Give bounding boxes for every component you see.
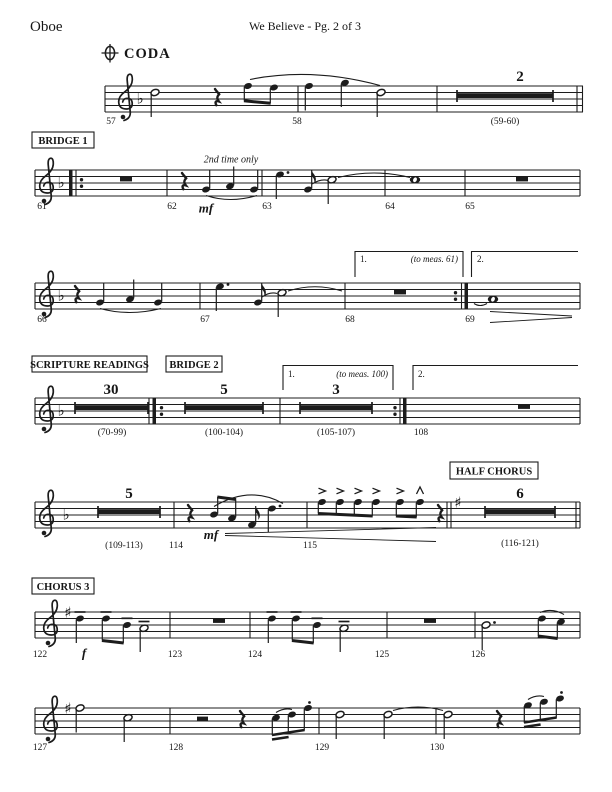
measure-number: 58 — [292, 117, 302, 127]
half-note — [75, 704, 85, 733]
half-note — [383, 710, 393, 739]
section-label-bridge-2: BRIDGE 2 — [169, 360, 219, 371]
system-7 — [33, 691, 580, 753]
quarter-rest-icon — [215, 89, 219, 105]
measure-number: 67 — [200, 315, 210, 325]
slur — [250, 74, 380, 85]
multimeasure-rest — [457, 90, 553, 102]
whole-note — [410, 176, 420, 183]
crescendo-hairpin — [225, 528, 436, 542]
first-ending-label: 1. — [288, 369, 295, 379]
quarter-rest-icon — [182, 173, 186, 189]
tie — [474, 304, 487, 306]
quarter-note — [201, 170, 210, 194]
system-4 — [30, 356, 580, 438]
second-ending-label: 2. — [477, 254, 484, 264]
multirest-range: (116-121) — [501, 539, 539, 549]
whole-rest — [516, 177, 528, 182]
measure-number: 123 — [167, 650, 183, 660]
multirest-range: (109-113) — [105, 541, 143, 551]
quarter-rest-icon — [240, 711, 244, 727]
measure-number: 66 — [37, 315, 47, 325]
treble-clef-icon — [44, 600, 58, 646]
section-label-bridge-1: BRIDGE 1 — [38, 136, 88, 147]
multirest-count: 3 — [332, 382, 340, 398]
measure-number: 125 — [374, 650, 390, 660]
tie — [288, 287, 342, 291]
multirest-range: (105-107) — [317, 428, 355, 438]
key-flat-icon: ♭ — [57, 286, 65, 305]
key-flat-icon: ♭ — [62, 505, 70, 524]
eighth-note-pair — [209, 497, 236, 522]
second-ending-label: 2. — [418, 369, 425, 379]
measure-number: 130 — [429, 743, 445, 753]
eighth-note — [303, 170, 316, 193]
quarter-rest-icon — [497, 711, 501, 727]
multimeasure-rest — [75, 402, 148, 414]
measure-number: 65 — [465, 202, 475, 212]
treble-clef-icon — [40, 386, 54, 432]
treble-clef-icon — [44, 696, 58, 742]
measure-number: 61 — [37, 202, 47, 212]
dynamic-f: f — [81, 645, 87, 661]
multimeasure-rest — [300, 402, 372, 414]
system-1 — [105, 69, 583, 127]
multirest-range: (59-60) — [490, 117, 520, 127]
half-note — [443, 710, 453, 739]
multirest-range: (100-104) — [205, 428, 243, 438]
half-note — [139, 622, 150, 653]
dynamic-mf: mf — [203, 527, 219, 542]
measure-number: 127 — [32, 743, 48, 753]
whole-rest — [120, 177, 132, 182]
quarter-note — [153, 283, 162, 307]
dynamic-mf: mf — [198, 200, 214, 216]
eighth-note — [247, 506, 260, 529]
section-label-chorus-3: CHORUS 3 — [36, 582, 90, 593]
quarter-rest-icon — [75, 286, 79, 302]
half-note — [339, 622, 350, 653]
measure-number: 62 — [167, 202, 177, 212]
eighth-note — [253, 283, 266, 306]
first-ending-note: (to meas. 61) — [410, 254, 458, 264]
measure-number: 124 — [247, 650, 263, 660]
whole-rest — [424, 618, 436, 623]
half-note — [376, 88, 386, 117]
quarter-rest-icon — [188, 505, 192, 521]
multirest-range: (70-99) — [97, 428, 127, 438]
measure-number: 126 — [470, 650, 486, 660]
whole-rest — [213, 618, 225, 623]
key-flat-icon: ♭ — [136, 89, 144, 108]
multirest-count: 6 — [516, 486, 524, 502]
staff-lines — [35, 398, 580, 424]
first-ending-label: 1. — [360, 254, 367, 264]
eighth-note-pair — [537, 610, 565, 638]
multirest-count: 30 — [103, 382, 119, 398]
sixteenth-note-group — [523, 691, 564, 727]
measure-number: 63 — [262, 202, 272, 212]
system-2 — [32, 132, 580, 216]
first-ending-note: (to meas. 100) — [336, 369, 388, 379]
quarter-rest-icon — [438, 505, 442, 521]
key-sharp-icon: ♯ — [64, 603, 72, 622]
measure-number: 69 — [465, 315, 475, 325]
direction-second-time-only: 2nd time only — [203, 154, 259, 166]
treble-clef-icon — [119, 74, 133, 120]
system-3 — [35, 252, 580, 326]
quarter-note — [95, 283, 104, 307]
multimeasure-rest — [185, 402, 263, 414]
quarter-note — [249, 170, 258, 194]
key-sharp-icon: ♯ — [64, 699, 72, 718]
treble-clef-icon — [40, 271, 54, 317]
measure-number: 129 — [314, 743, 330, 753]
key-flat-icon: ♭ — [57, 401, 65, 420]
half-note — [150, 88, 160, 117]
section-label-half-chorus: HALF CHORUS — [455, 466, 533, 478]
multirest-count: 5 — [125, 486, 133, 502]
treble-clef-icon — [40, 158, 54, 204]
coda-label: CODA — [124, 46, 171, 62]
coda-sign-icon — [102, 44, 119, 63]
system-5 — [35, 462, 580, 551]
half-rest — [197, 717, 208, 722]
measure-number: 68 — [345, 315, 355, 325]
second-ending-bracket — [472, 252, 579, 278]
key-sharp-icon: ♯ — [454, 493, 462, 512]
whole-rest — [394, 290, 406, 295]
measure-number: 64 — [385, 202, 395, 212]
system-6 — [32, 578, 580, 661]
decrescendo-hairpin — [490, 312, 572, 323]
staff-lines — [105, 86, 583, 112]
instrument-name: Oboe — [30, 19, 63, 35]
measure-number: 115 — [303, 541, 317, 551]
whole-rest — [518, 404, 530, 409]
key-flat-icon: ♭ — [57, 173, 65, 192]
multirest-count: 2 — [516, 69, 524, 85]
measure-number: 57 — [106, 117, 116, 127]
measure-number: 128 — [168, 743, 184, 753]
measure-number: 114 — [169, 541, 183, 551]
dotted-quarter-note — [275, 171, 289, 199]
section-label-scripture-readings: SCRIPTURE READINGS — [30, 360, 149, 371]
multirest-count: 5 — [220, 382, 228, 398]
second-ending-bracket — [413, 366, 578, 391]
measure-number: 108 — [413, 428, 429, 438]
multimeasure-rest — [485, 506, 555, 518]
whole-note — [488, 296, 498, 303]
measure-number: 122 — [32, 650, 48, 660]
dotted-quarter-note — [215, 283, 229, 311]
multimeasure-rest — [98, 506, 160, 518]
page-title: We Believe - Pg. 2 of 3 — [248, 19, 362, 33]
treble-clef-icon — [40, 490, 54, 536]
half-note — [335, 710, 345, 739]
quarter-note — [304, 82, 313, 110]
staff-lines — [35, 612, 580, 638]
